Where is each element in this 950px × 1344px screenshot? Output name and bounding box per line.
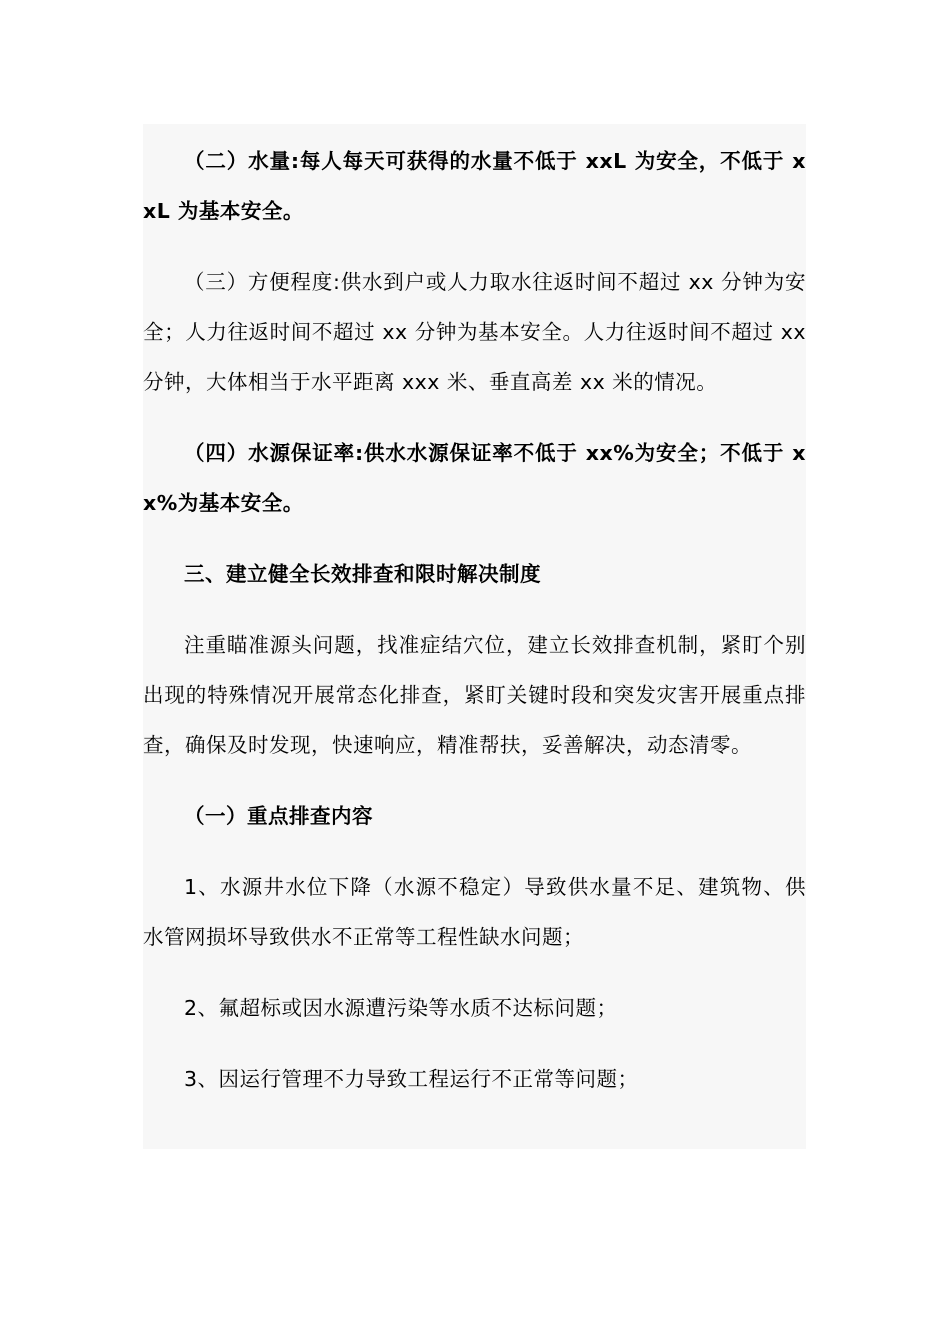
list-item-3: 3、因运行管理不力导致工程运行不正常等问题； (184, 1067, 639, 1091)
paragraph-source-guarantee: （四）水源保证率:供水水源保证率不低于 xx%为安全；不低于 xx%为基本安全。 (143, 441, 806, 515)
section-heading: 三、建立健全长效排查和限时解决制度 (184, 562, 541, 586)
document-page (143, 124, 806, 1149)
document-body (143, 136, 806, 1104)
list-item-2: 2、氟超标或因水源遭污染等水质不达标问题； (184, 996, 618, 1020)
subsection-heading: （一）重点排查内容 (184, 804, 373, 828)
list-item-1: 1、水源井水位下降（水源不稳定）导致供水量不足、建筑物、供水管网损坏导致供水不正常等工程性缺水问题； (143, 875, 806, 949)
paragraph-convenience: （三）方便程度:供水到户或人力取水往返时间不超过 xx 分钟为安全；人力往返时间不超过 xx 分钟为基本安全。人力往返时间不超过 xx 分钟，大体相当于水平距离 xxx 米、垂直高差 xx 米的情况。 (143, 270, 806, 394)
paragraph-water-quantity: （二）水量:每人每天可获得的水量不低于 xxL 为安全，不低于 xxL 为基本安全。 (143, 149, 806, 223)
paragraph-investigation: 注重瞄准源头问题，找准症结穴位，建立长效排查机制，紧盯个别出现的特殊情况开展常态化排查，紧盯关键时段和突发灾害开展重点排查，确保及时发现，快速响应，精准帮扶，妥善解决，动态清零。 (143, 633, 806, 757)
